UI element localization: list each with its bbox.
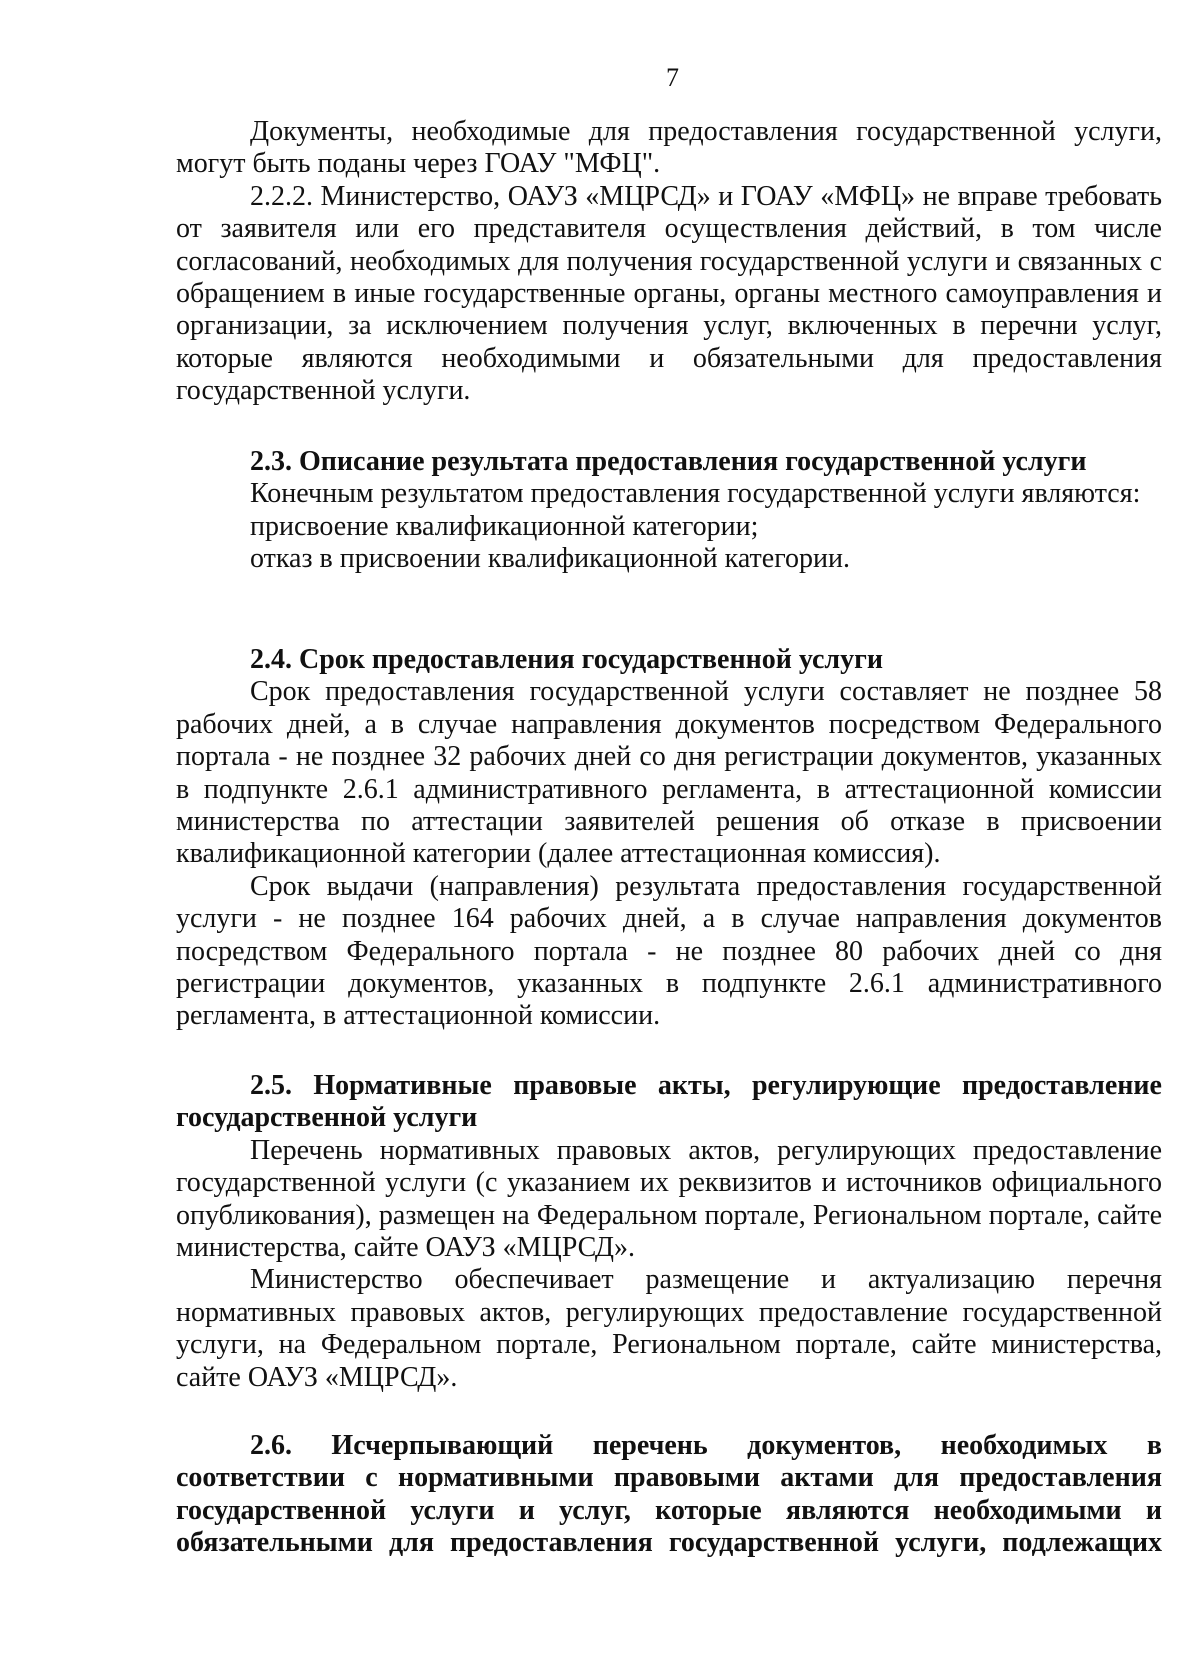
section-2-6-heading: 2.6. Исчерпывающий перечень документов, необходимых в соответствии с нормативными правовыми актами для предоставления государственной услуги и услуг, которые являются необходимыми и обязательными для предоставления государственной услуги, подлежащих — [176, 1430, 1162, 1559]
section-2-3-paragraph-1: Конечным результатом предоставления государственной услуги являются: — [250, 478, 1141, 510]
section-2-3-item: присвоение квалификационной категории; — [250, 510, 759, 542]
section-2-3 — [176, 446, 1162, 576]
intro-paragraph-2: 2.2.2. Министерство, ОАУЗ «МЦРСД» и ГОАУ «МФЦ» не вправе требовать от заявителя или его представителя осуществления действий, в том числе согласований, необходимых для получения государственной услуги и связанных с обращением в иные государственные органы, органы местного самоуправления и организации, за исключением получения услуг, включенных в перечни услуг, которые являются необходимыми и обязательными для предоставления государственной услуги. — [176, 180, 1162, 407]
section-2-4-paragraph-2: Срок выдачи (направления) результата предоставления государственной услуги - не позднее 164 рабочих дней, а в случае направления документов посредством Федерального портала - не позднее 80 рабочих дней со дня регистрации документов, указанных в подпункте 2.6.1 административного регламента, в аттестационной комиссии. — [176, 870, 1162, 1032]
section-2-5-paragraph-2: Министерство обеспечивает размещение и актуализацию перечня нормативных правовых актов, регулирующих предоставление государственной услуги, на Федеральном портале, Региональном портале, сайте министерства, сайте ОАУЗ «МЦРСД». — [176, 1264, 1162, 1393]
section-2-5-paragraph-1: Перечень нормативных правовых актов, регулирующих предоставление государственной услуги (с указанием их реквизитов и источников официального опубликования), размещен на Федеральном портале, Региональном портале, сайте министерства, сайте ОАУЗ «МЦРСД». — [176, 1134, 1162, 1264]
section-2-3-heading: 2.3. Описание результата предоставления государственной услуги — [250, 446, 1087, 477]
page-number: 7 — [666, 63, 679, 92]
section-2-4-heading: 2.4. Срок предоставления государственной услуги — [250, 644, 883, 675]
intro-section — [176, 116, 1162, 408]
section-2-5 — [176, 1070, 1162, 1394]
section-2-4 — [176, 644, 1162, 1033]
section-2-3-item: отказ в присвоении квалификационной категории. — [250, 543, 850, 575]
section-2-4-paragraph-1: Срок предоставления государственной услуги составляет не позднее 58 рабочих дней, а в случае направления документов посредством Федерального портала - не позднее 32 рабочих дней со дня регистрации документов, указанных в подпункте 2.6.1 административного регламента, в аттестационной комиссии министерства по аттестации заявителей решения об отказе в присвоении квалификационной категории (далее аттестационная комиссия). — [176, 676, 1162, 870]
section-2-5-heading: 2.5. Нормативные правовые акты, регулирующие предоставление государственной услуги — [176, 1070, 1162, 1134]
section-2-6 — [176, 1430, 1162, 1560]
intro-paragraph-1: Документы, необходимые для предоставления государственной услуги, могут быть поданы через ГОАУ "МФЦ". — [176, 116, 1162, 180]
